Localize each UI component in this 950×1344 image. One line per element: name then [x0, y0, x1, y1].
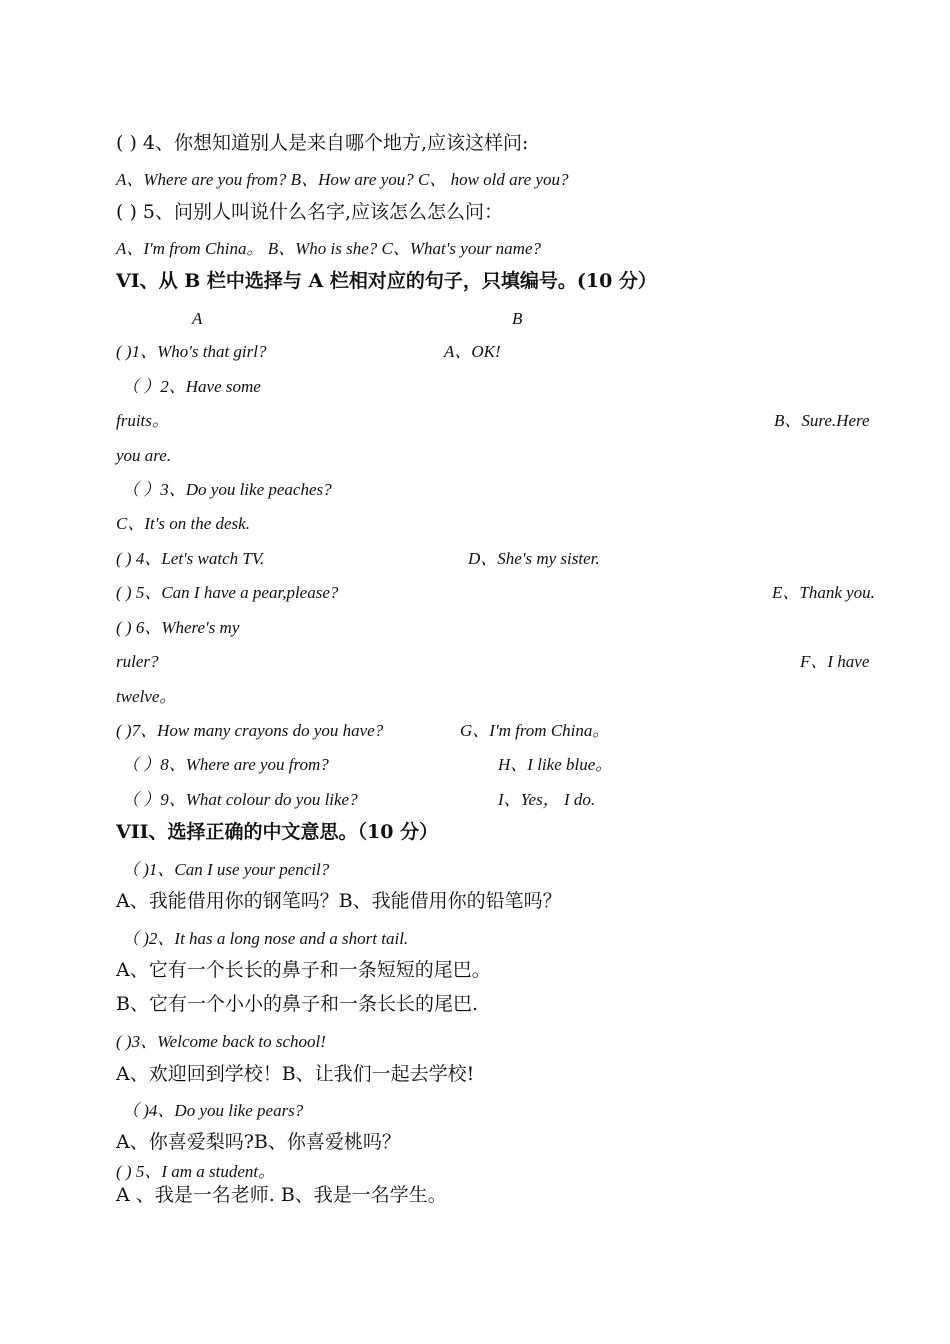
- question-5: ( ) 5、问别人叫说什么名字,应该怎么怎么问：: [116, 201, 504, 223]
- match-row-left: twelve。: [116, 687, 177, 706]
- column-b-header: B: [512, 309, 523, 328]
- match-row-left: ( ) 4、Let's watch TV.: [116, 549, 265, 568]
- match-row-left: ( )1、Who's that girl?: [116, 342, 267, 361]
- match-row-right: F、I have: [800, 652, 870, 671]
- translation-options: A、你喜爱梨吗?B、你喜爱桃吗？: [116, 1131, 401, 1153]
- match-row-left: ruler?: [116, 652, 159, 671]
- match-row-left: ( ) 6、Where's my: [116, 618, 240, 637]
- translation-question: （ )1、Can I use your pencil?: [122, 860, 330, 879]
- match-row-right: A、OK!: [444, 342, 501, 361]
- question-4-options: A、Where are you from? B、How are you? C、 how old are you?: [116, 170, 569, 189]
- match-row-left: （ ）3、Do you like peaches?: [122, 480, 332, 499]
- column-a-header: A: [192, 309, 203, 328]
- translation-options: A、我能借用你的钢笔吗？B、我能借用你的铅笔吗？: [116, 890, 562, 912]
- translation-option-b: B、它有一个小小的鼻子和一条长长的尾巴.: [116, 993, 479, 1015]
- match-row-left: （ ）9、What colour do you like?: [122, 790, 358, 809]
- question-4: ( ) 4、你想知道别人是来自哪个地方,应该这样问:: [116, 132, 529, 154]
- translation-options: A 、我是一名老师. B、我是一名学生。: [116, 1184, 447, 1206]
- translation-question: ( )3、Welcome back to school!: [116, 1032, 326, 1051]
- match-row-left: you are.: [116, 446, 172, 465]
- translation-question: ( ) 5、I am a student。: [116, 1162, 276, 1181]
- match-row-left: ( )7、How many crayons do you have?: [116, 721, 384, 740]
- section-7-title: VII、选择正确的中文意思。（10 分）: [116, 821, 439, 843]
- match-row-right: B、Sure.Here: [774, 411, 870, 430]
- match-row-left: C、It's on the desk.: [116, 514, 250, 533]
- question-5-options: A、I'm from China。 B、Who is she? C、What's your name?: [116, 239, 542, 258]
- section-6-title: VI、从 B 栏中选择与 A 栏相对应的句子，只填编号。(10 分）: [116, 270, 657, 292]
- translation-question: （ )2、It has a long nose and a short tail.: [122, 929, 409, 948]
- match-row-right: E、Thank you.: [772, 583, 875, 602]
- match-row-right: I、Yes， I do.: [498, 790, 596, 809]
- match-row-left: fruits。: [116, 411, 169, 430]
- match-row-right: H、I like blue。: [498, 755, 613, 774]
- match-row-right: D、She's my sister.: [468, 549, 600, 568]
- translation-options: A、欢迎回到学校！B、让我们一起去学校!: [116, 1063, 475, 1085]
- translation-question: （ )4、Do you like pears?: [122, 1101, 304, 1120]
- match-row-left: （ ）8、Where are you from?: [122, 755, 329, 774]
- match-row-left: （ ）2、Have some: [122, 377, 261, 396]
- translation-option-a: A、它有一个长长的鼻子和一条短短的尾巴。: [116, 959, 491, 981]
- match-row-left: ( ) 5、Can I have a pear,please?: [116, 583, 339, 602]
- match-row-right: G、I'm from China。: [460, 721, 610, 740]
